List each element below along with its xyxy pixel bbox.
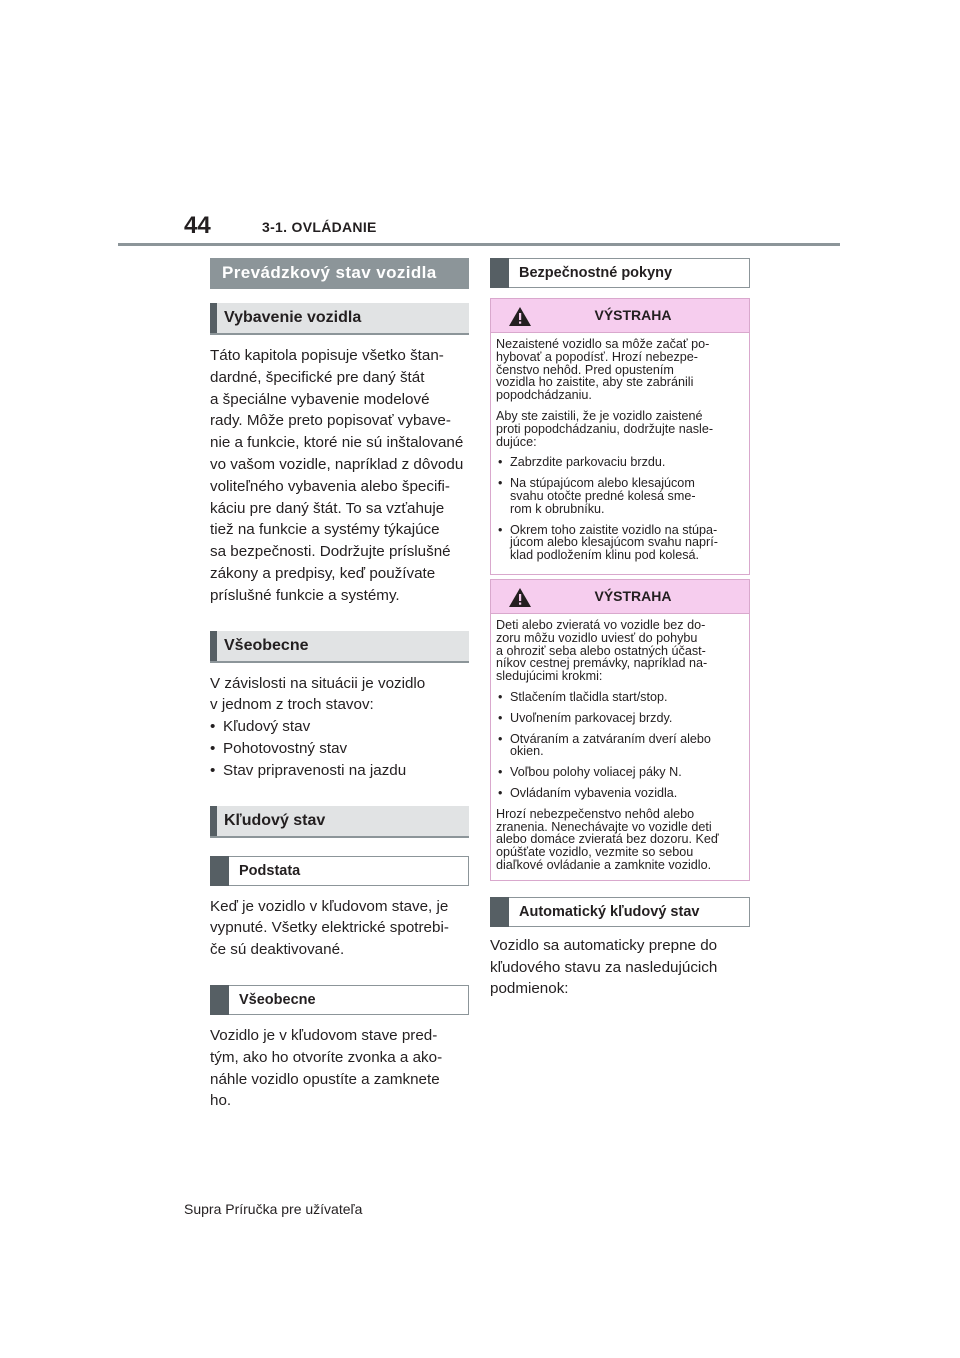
warning-paragraph: Deti alebo zvieratá vo vozidle bez do- zoru môžu vozidlo uviesť do pohybu a ohroziť seba alebo ostatných účast- níkov cestnej premávky, napríklad na- sledujúcimi krokmi: bbox=[496, 617, 708, 684]
list-item: • Kľudový stav bbox=[210, 716, 469, 738]
list-item: • Uvoľnením parkovacej brzdy. bbox=[496, 712, 744, 725]
footer-text: Supra Príručka pre užívateľa bbox=[184, 1201, 363, 1217]
heading-vseobecne-2: Všeobecne bbox=[210, 985, 469, 1015]
warning-body bbox=[491, 614, 749, 880]
warning-list bbox=[496, 691, 744, 800]
warning-triangle-icon bbox=[509, 307, 531, 326]
states-list bbox=[210, 716, 469, 781]
header-divider bbox=[118, 243, 840, 246]
warning-box-2 bbox=[490, 579, 750, 881]
list-item: • Otváraním a zatváraním dverí alebo okien. bbox=[496, 733, 744, 759]
left-column bbox=[210, 258, 469, 1112]
warning-paragraph: Nezaistené vozidlo sa môže začať po- hybovať a popodísť. Hrozí nebezpe- čenstvo nehôd. Pred opustením vozidla ho zaistite, aby ste zabránili popodchádzaniu. bbox=[496, 337, 710, 403]
heading-vseobecne: Všeobecne bbox=[210, 631, 469, 663]
page-number: 44 bbox=[184, 212, 211, 239]
heading-podstata: Podstata bbox=[210, 856, 469, 886]
paragraph-vybavenie: Táto kapitola popisuje všetko štan- dardné, špecifické pre daný štát a špeciálne vybavenie modelové rady. Môže preto popisovať vybave- nie a funkcie, ktoré nie sú inštalované vo vašom vozidle, napríklad z dôvodu voliteľného vybavenia alebo špecifi- káciu pre daný štát. To sa vzťahuje tiež na funkcie a systémy týkajúce sa bezpečnosti. Dodržujte príslušné zákony a predpisy, keď používate príslušné funkcie a systémy. bbox=[210, 347, 464, 604]
heading-kludovy: Kľudový stav bbox=[210, 806, 469, 838]
list-item: • Stlačením tlačidla start/stop. bbox=[496, 691, 744, 704]
warning-title: VÝSTRAHA bbox=[594, 587, 672, 604]
list-item: • Ovládaním vybavenia vozidla. bbox=[496, 787, 744, 800]
warning-list bbox=[496, 456, 744, 562]
heading-vybavenie: Vybavenie vozidla bbox=[210, 303, 469, 335]
warning-paragraph: Aby ste zaistili, že je vozidlo zaistené proti popodchádzaniu, dodržujte nasle- dujúce: bbox=[496, 408, 714, 449]
warning-triangle-icon bbox=[509, 588, 531, 607]
heading-auto-kludovy: Automatický kľudový stav bbox=[490, 897, 750, 927]
list-item: • Pohotovostný stav bbox=[210, 738, 469, 760]
warning-body bbox=[491, 333, 749, 574]
warning-title: VÝSTRAHA bbox=[594, 307, 672, 323]
list-item: • Stav pripravenosti na jazdu bbox=[210, 760, 469, 782]
paragraph-vseobecne-2: Vozidlo je v kľudovom stave pred- tým, ako ho otvoríte zvonka a ako- náhle vozidlo opustíte a zamknete ho. bbox=[210, 1026, 443, 1110]
warning-header bbox=[491, 580, 749, 614]
paragraph-vseobecne: V závislosti na situácii je vozidlo v jednom z troch stavov: bbox=[210, 674, 426, 714]
list-item: • Voľbou polohy voliacej páky N. bbox=[496, 766, 744, 779]
section-title: Prevádzkový stav vozidla bbox=[210, 258, 469, 289]
heading-safety: Bezpečnostné pokyny bbox=[490, 258, 750, 288]
list-item: • Zabrzdite parkovaciu brzdu. bbox=[496, 456, 744, 469]
warning-paragraph: Hrozí nebezpečenstvo nehôd alebo zranenia. Nenechávajte vo vozidle deti alebo domáce zvieratá bez dozoru. Keď opúšťate vozidlo, vezmite so sebou diaľkové ovládanie a zamknite vozidlo. bbox=[496, 806, 719, 872]
right-column bbox=[490, 258, 750, 1000]
paragraph-podstata: Keď je vozidlo v kľudovom stave, je vypnuté. Všetky elektrické spotrebi- če sú deaktivované. bbox=[210, 897, 449, 959]
list-item: • Okrem toho zaistite vozidlo na stúpa- júcom alebo klesajúcom svahu naprí- klad podložením klinu pod kolesá. bbox=[496, 524, 744, 562]
list-item: • Na stúpajúcom alebo klesajúcom svahu otočte predné kolesá sme- rom k obrubníku. bbox=[496, 477, 744, 515]
warning-box-1 bbox=[490, 298, 750, 575]
warning-header bbox=[491, 299, 749, 333]
paragraph-auto-kludovy: Vozidlo sa automaticky prepne do kľudového stavu za nasledujúcich podmienok: bbox=[490, 936, 718, 998]
chapter-title: 3-1. OVLÁDANIE bbox=[262, 219, 377, 235]
